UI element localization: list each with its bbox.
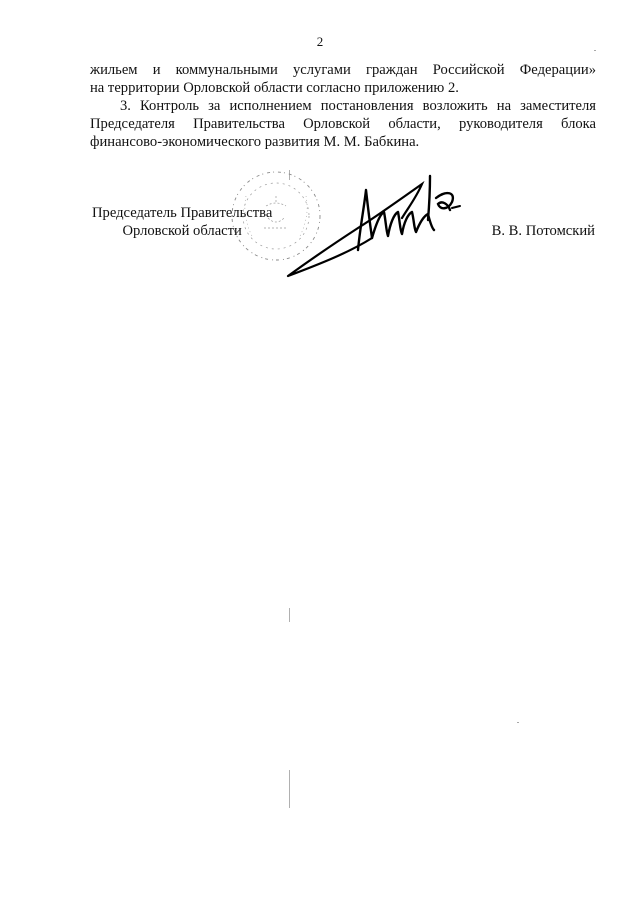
signatory-name: В. В. Потомский	[491, 223, 595, 239]
body-line-2: на территории Орловской области согласно приложению 2.	[90, 80, 459, 96]
body-line-4: Председателя Правительства Орловской области, руководителя блока	[90, 116, 596, 132]
signatory-title-line-2: Орловской области	[122, 223, 242, 239]
signatory-title-line-1: Председатель Правительства	[92, 205, 273, 221]
scan-artifact	[289, 608, 290, 622]
scan-artifact	[289, 770, 290, 808]
handwritten-signature	[280, 168, 470, 283]
scan-artifact	[594, 50, 596, 51]
signatory-title	[92, 204, 272, 240]
page-number: 2	[316, 34, 324, 49]
body-text	[90, 61, 596, 151]
body-line-5: финансово-экономического развития М. М. Бабкина.	[90, 134, 420, 150]
body-line-3: 3. Контроль за исполнением постановления возложить на заместителя	[120, 98, 596, 114]
body-line-1: жильем и коммунальными услугами граждан Российской Федерации»	[90, 62, 596, 78]
scan-artifact	[517, 722, 519, 723]
